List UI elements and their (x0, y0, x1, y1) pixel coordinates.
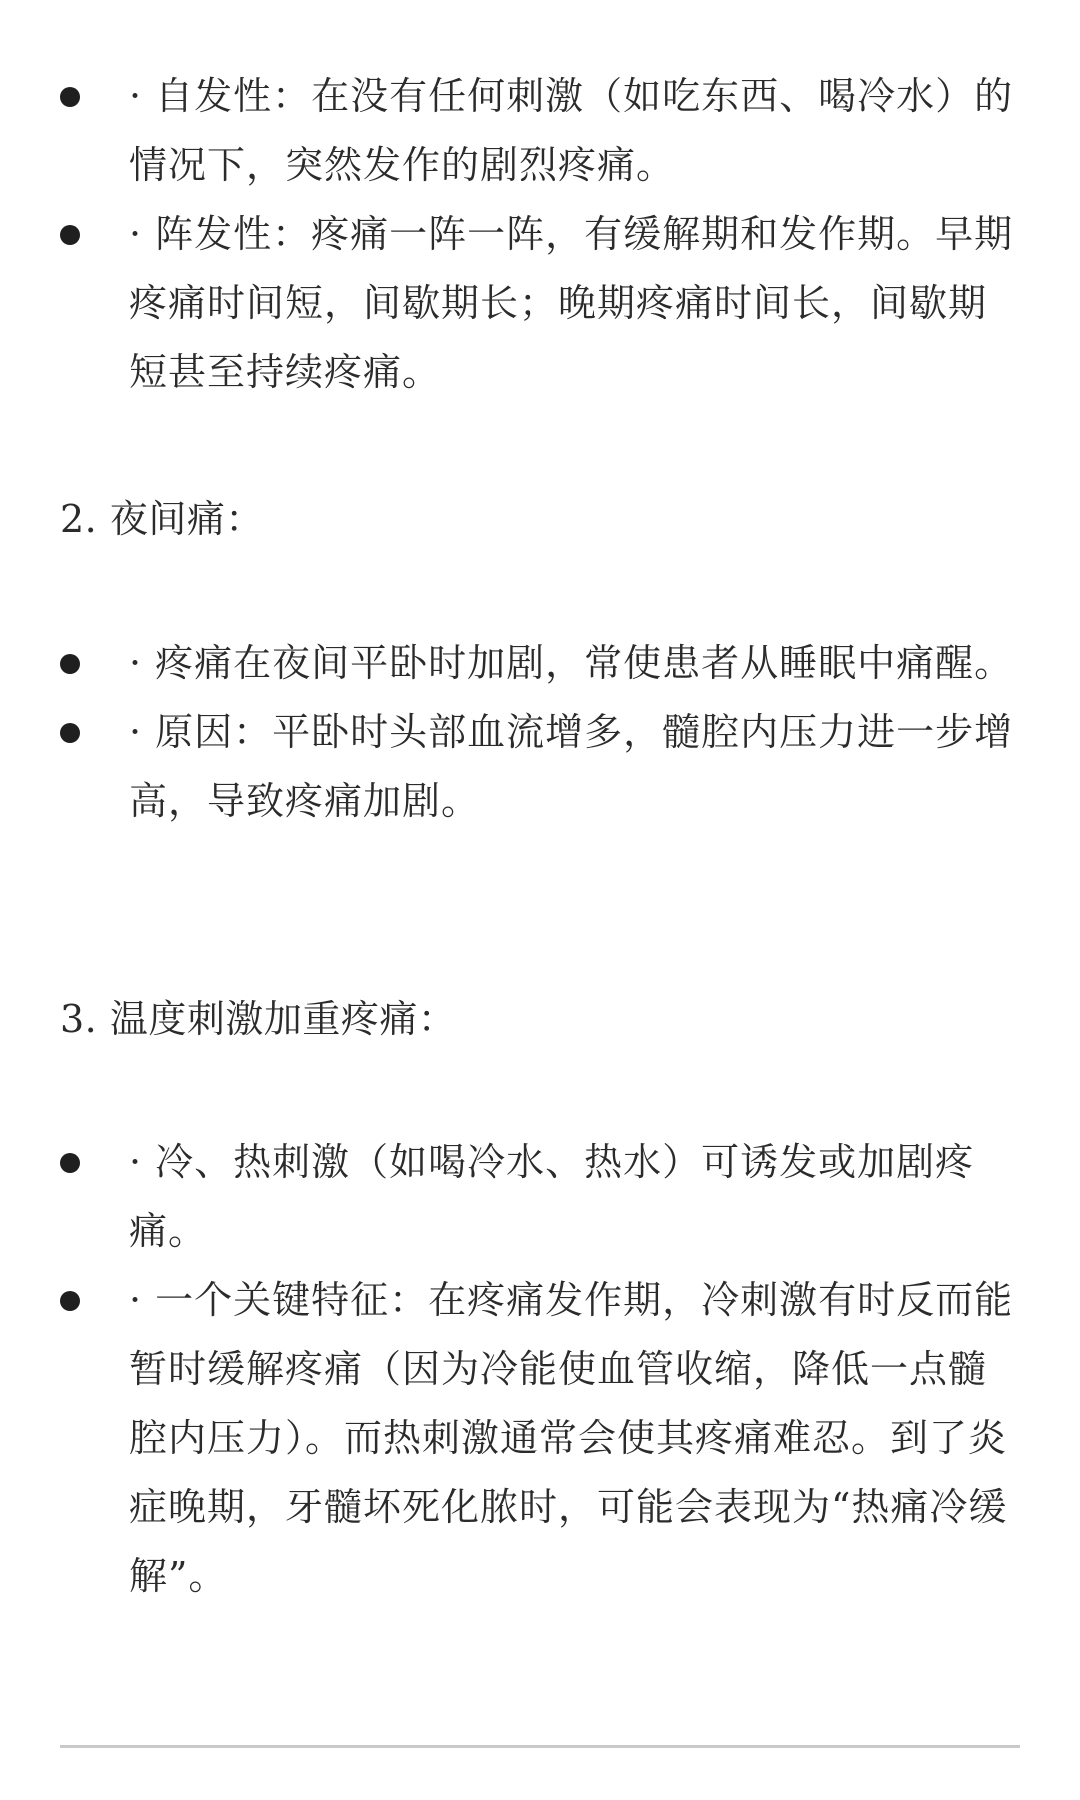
bullet-list-pain-type (0, 62, 1080, 407)
bullet-list-temperature (0, 1128, 1080, 1611)
bullet-dot-icon (60, 87, 80, 107)
section-heading-temperature: 3. 温度刺激加重疼痛： (60, 997, 457, 1041)
list-item-text: · 一个关键特征：在疼痛发作期，冷刺激有时反而能暂时缓解疼痛（因为冷能使血管收缩，降低一点髓腔内压力）。而热刺激通常会使其疼痛难忍。到了炎症晚期，牙髓坏死化脓时，可能会表现为“热痛冷缓解”。 (129, 1278, 1014, 1598)
list-item-text: · 原因：平卧时头部血流增多，髓腔内压力进一步增高，导致疼痛加剧。 (129, 710, 1014, 823)
divider-line (60, 1745, 1020, 1748)
list-item (0, 698, 1080, 836)
bullet-dot-icon (60, 654, 80, 674)
bullet-dot-icon (60, 225, 80, 245)
bullet-list-night-pain (0, 629, 1080, 836)
bullet-dot-icon (60, 723, 80, 743)
list-item-text: · 阵发性：疼痛一阵一阵，有缓解期和发作期。早期疼痛时间短，间歇期长；晚期疼痛时间长，间歇期短甚至持续疼痛。 (129, 212, 1014, 394)
list-item (0, 200, 1080, 407)
list-item (0, 1266, 1080, 1611)
list-item-text: · 自发性：在没有任何刺激（如吃东西、喝冷水）的情况下，突然发作的剧烈疼痛。 (129, 74, 1014, 187)
section-heading-night-pain: 2. 夜间痛： (60, 497, 264, 541)
list-item (0, 1128, 1080, 1266)
list-item-text: · 冷、热刺激（如喝冷水、热水）可诱发或加剧疼痛。 (129, 1140, 975, 1253)
bullet-dot-icon (60, 1291, 80, 1311)
list-item (0, 629, 1080, 698)
list-item (0, 62, 1080, 200)
bullet-dot-icon (60, 1153, 80, 1173)
list-item-text: · 疼痛在夜间平卧时加剧，常使患者从睡眠中痛醒。 (129, 641, 1014, 685)
